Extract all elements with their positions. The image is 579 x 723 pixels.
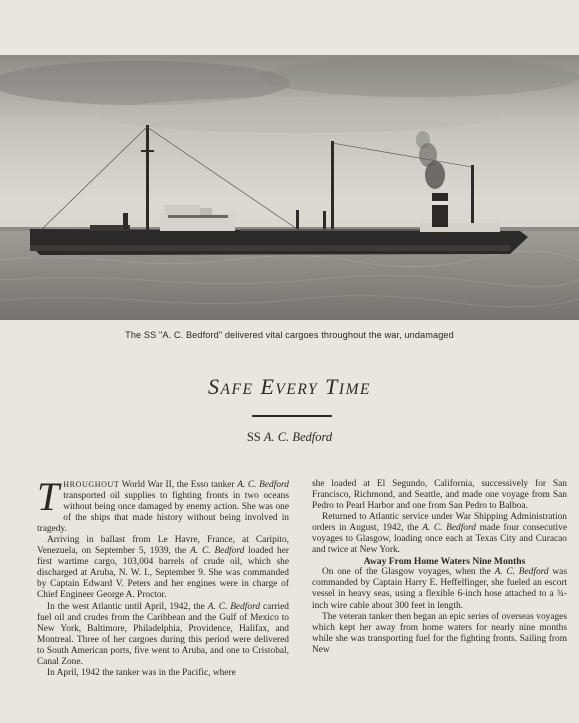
paragraph-8: The veteran tanker then began an epic series of overseas voyages which kept her away from home waters for nearly nine months while she was transporting fuel for the fighting fronts. Sailing from New (312, 611, 567, 655)
paragraph-3: In the west Atlantic until April, 1942, the A. C. Bedford carried fuel oil and crudes from the Caribbean and the Gulf of Mexico to New York, Baltimore, Philadelphia, Providence, Halifax, and Montreal. Three of her cargoes during this period were delivered to South American ports, five went to Aruba, and one to Cristobal, Canal Zone. (37, 601, 289, 667)
paragraph-6: Returned to Atlantic service under War Shipping Administration orders in August, 1942, the A. C. Bedford made four consecutive voyages to Glasgow, loading once each at Texas City and Curacao and twice at New York. (312, 512, 567, 556)
paragraph-4: In April, 1942 the tanker was in the Pacific, where (47, 667, 236, 678)
paragraph-5: she loaded at El Segundo, California, successively for San Francisco, Richmond, and Seattle, and made one voyage from San Pedro to Pearl Harbor and one from San Pedro to Balboa. (312, 479, 567, 512)
article-subtitle: SS A. C. Bedford (246, 430, 333, 444)
paragraph-2: Arriving in ballast from Le Havre, France, at Caripito, Venezuela, on September 5, 1939, the A. C. Bedford loaded her first wartime cargo, 103,004 barrels of crude oil, which she discharged at Aruba, N. W. I., September 9. She was commanded by Captain Edward V. Peters and her engines were in charge of Chief Engineer George A. Proctor. (37, 535, 289, 601)
tanker-ship-photo (0, 55, 579, 320)
paragraph-7: On one of the Glasgow voyages, when the A. C. Bedford was commanded by Captain Harry E. Heffelfinger, she fueled an escort vessel in heavy seas, using a flexible 6-inch hose attached to a ¾-inch wire cable about 300 feet in length. (312, 567, 567, 611)
paragraph-1: THROUGHOUT World War II, the Esso tanker A. C. Bedford transported oil supplies to fighting fronts in two oceans without being once damaged by enemy action. She was one of the ships that made history without being involved in tragedy. (37, 474, 289, 535)
title-divider (252, 415, 332, 417)
article-title: SAFE EVERY TIME (208, 374, 371, 399)
drop-cap: T (37, 474, 60, 519)
article-column-right (312, 479, 567, 656)
photo-caption: The SS "A. C. Bedford" delivered vital cargoes throughout the war, undamaged (125, 330, 454, 340)
article-column-left (37, 474, 289, 679)
section-heading: Away From Home Waters Nine Months (363, 556, 526, 568)
